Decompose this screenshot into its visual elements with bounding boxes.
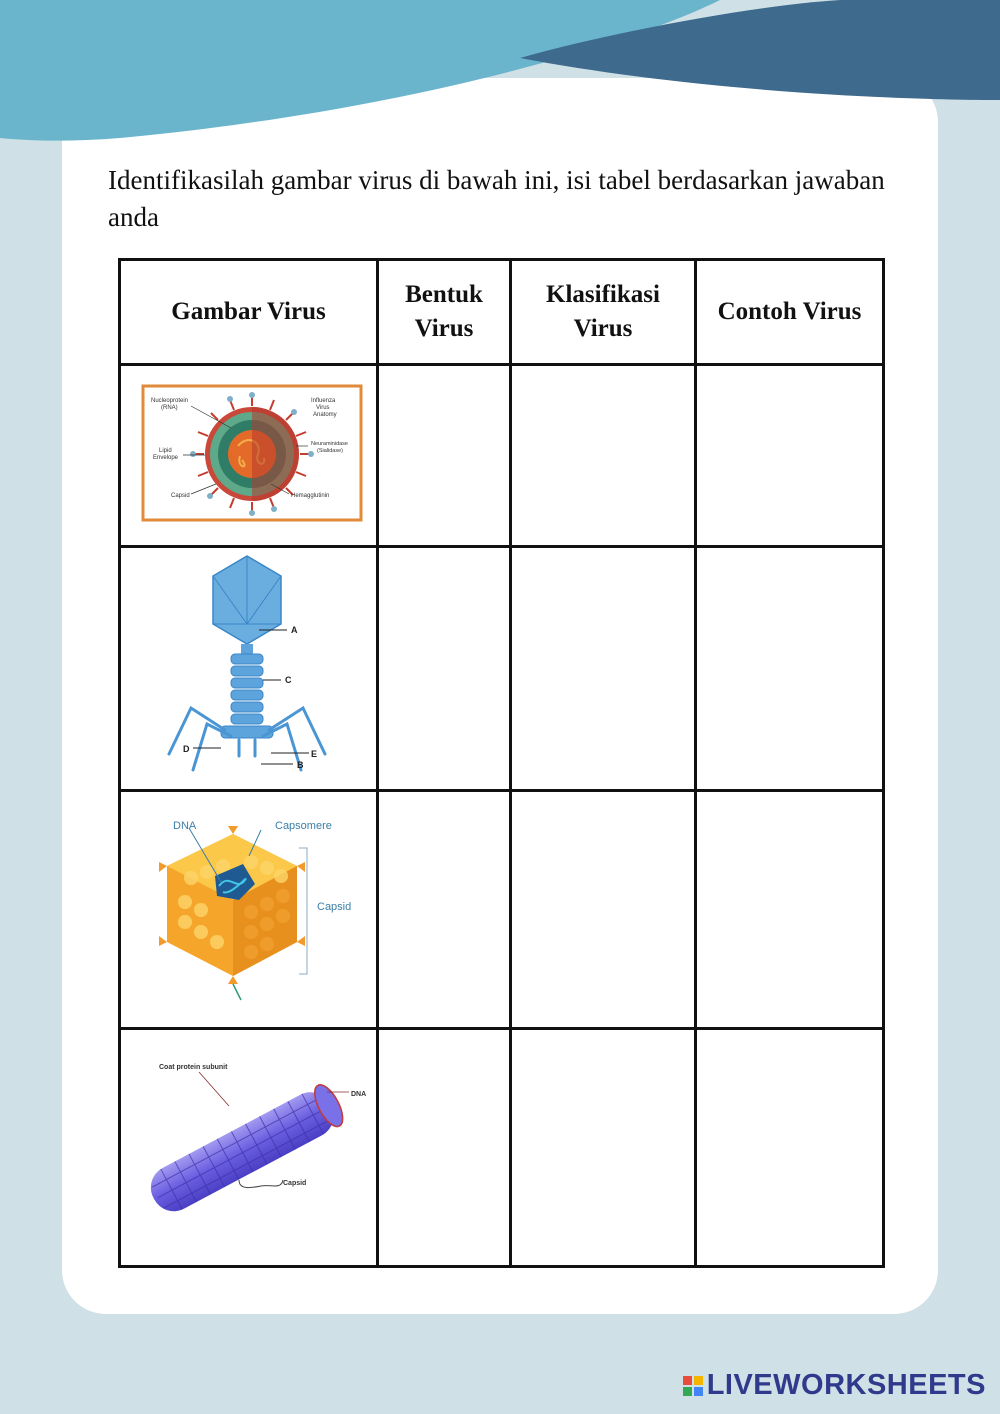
answer-cell-contoh[interactable] (696, 1029, 884, 1267)
svg-text:Capsomere: Capsomere (275, 820, 332, 832)
table-row (120, 365, 884, 547)
svg-text:Lipid: Lipid (159, 448, 172, 454)
svg-text:(Sialidase): (Sialidase) (317, 448, 343, 454)
answer-cell-klasifikasi[interactable] (511, 1029, 696, 1267)
svg-text:Anatomy: Anatomy (313, 412, 337, 418)
answer-cell-klasifikasi[interactable] (511, 547, 696, 791)
svg-text:Neuraminidase: Neuraminidase (311, 441, 348, 447)
liveworksheets-brand (683, 1369, 986, 1402)
svg-text:(RNA): (RNA) (161, 405, 178, 411)
svg-text:Coat protein subunit: Coat protein subunit (159, 1064, 228, 1071)
table-header-row (120, 260, 884, 365)
answer-cell-contoh[interactable] (696, 547, 884, 791)
svg-text:Influenza: Influenza (311, 398, 336, 404)
helical-virus-image (120, 1029, 378, 1267)
svg-text:B: B (297, 760, 304, 770)
virus-table (118, 258, 885, 1268)
svg-text:Capsid: Capsid (283, 1180, 307, 1187)
header-gambar-virus: Gambar Virus (120, 260, 378, 365)
instruction-text: Identifikasilah gambar virus di bawah ini, isi tabel berdasarkan jawaban anda (108, 165, 885, 232)
answer-cell-contoh[interactable] (696, 365, 884, 547)
header-wave (0, 0, 1000, 160)
svg-text:Virus: Virus (316, 405, 330, 411)
svg-text:Capsid: Capsid (171, 493, 190, 499)
brand-name: LIVEWORKSHEETS (706, 1369, 986, 1401)
header-contoh-virus: Contoh Virus (696, 260, 884, 365)
answer-cell-klasifikasi[interactable] (511, 791, 696, 1029)
table-row (120, 1029, 884, 1267)
header-bentuk-virus: Bentuk Virus (378, 260, 511, 365)
liveworksheets-logo-icon (683, 1376, 703, 1396)
answer-cell-bentuk[interactable] (378, 1029, 511, 1267)
table-row (120, 791, 884, 1029)
svg-text:A: A (291, 625, 298, 635)
bacteriophage-image (120, 547, 378, 791)
answer-cell-bentuk[interactable] (378, 547, 511, 791)
answer-cell-contoh[interactable] (696, 791, 884, 1029)
answer-cell-bentuk[interactable] (378, 791, 511, 1029)
answer-cell-klasifikasi[interactable] (511, 365, 696, 547)
table-row (120, 547, 884, 791)
svg-text:Hemagglutinin: Hemagglutinin (291, 493, 330, 499)
answer-cell-bentuk[interactable] (378, 365, 511, 547)
svg-text:Capsid: Capsid (317, 901, 352, 913)
svg-text:C: C (285, 675, 292, 685)
svg-text:DNA: DNA (351, 1091, 367, 1098)
svg-text:Envelope: Envelope (153, 455, 179, 461)
svg-text:D: D (183, 744, 190, 754)
influenza-virus-image (120, 365, 378, 547)
svg-text:DNA: DNA (173, 820, 197, 832)
header-klasifikasi-virus: Klasifikasi Virus (511, 260, 696, 365)
svg-text:E: E (311, 749, 318, 759)
svg-text:Nucleoprotein: Nucleoprotein (151, 398, 189, 404)
icosahedral-virus-image (120, 791, 378, 1029)
